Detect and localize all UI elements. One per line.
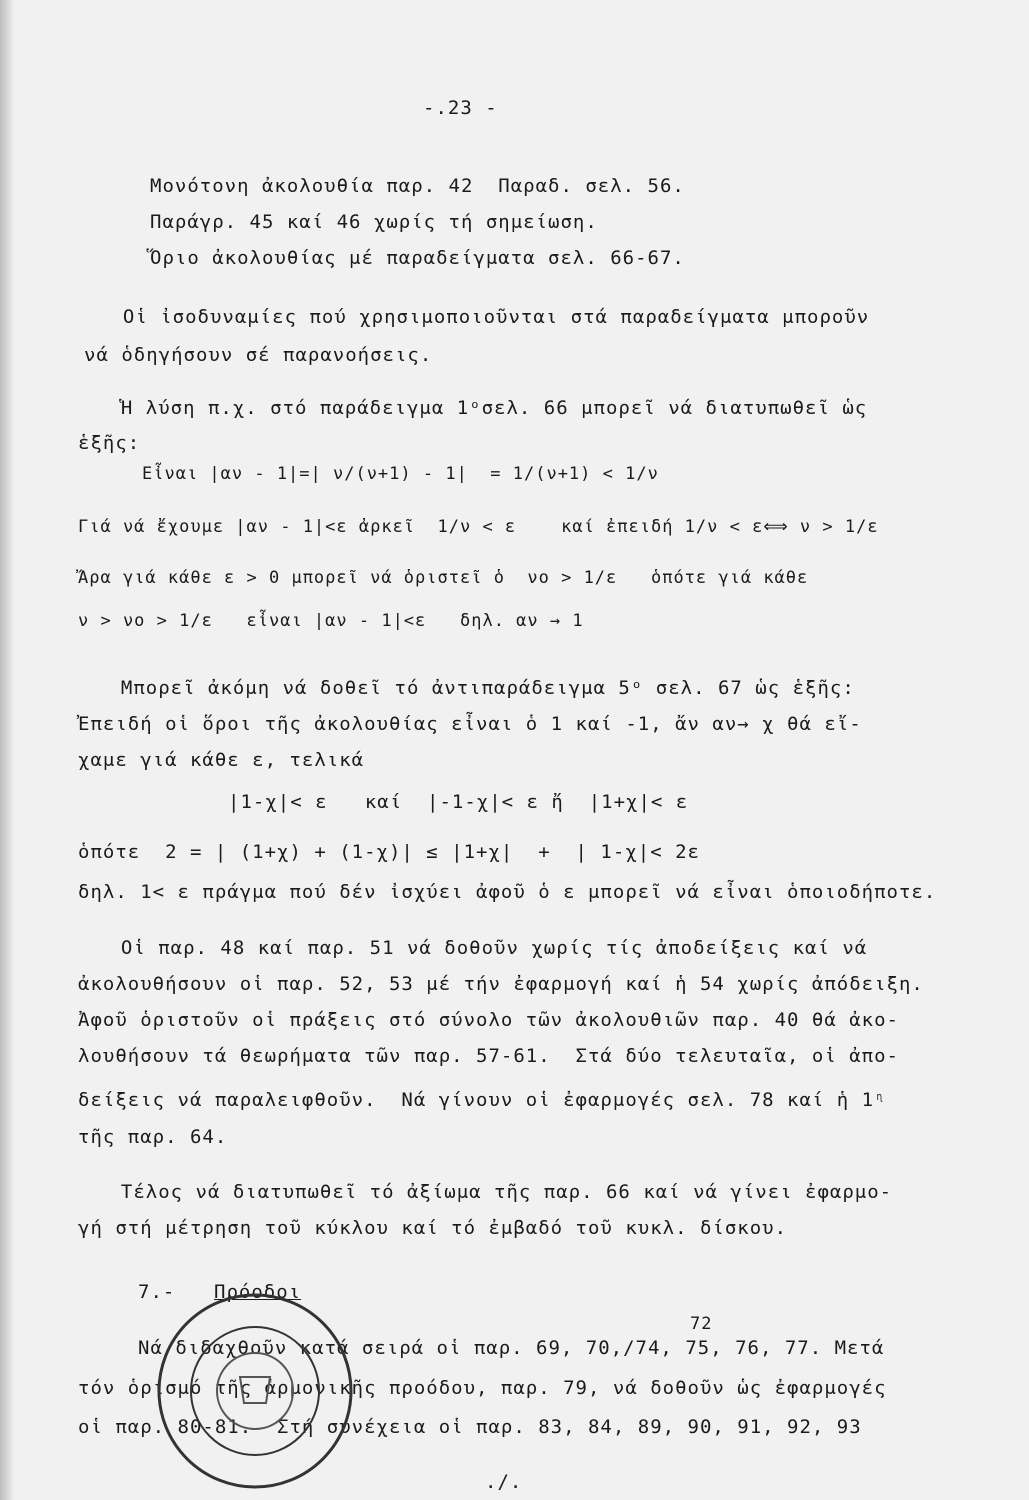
paragraph-2-line-1: Οἱ ἰσοδυναμίες πού χρησιμοποιοῦνται στά παραδείγματα μποροῦν bbox=[98, 306, 870, 328]
paragraph-4-line-3: χαμε γιά κάθε ε, τελικά bbox=[78, 749, 365, 771]
paragraph-5-line-4: λουθήσουν τά θεωρήματα τῶν παρ. 57-61. Στά δύο τελευταῖα, οἱ ἀπο- bbox=[78, 1045, 899, 1067]
paragraph-1-line-1: Μονότονη ἀκολουθία παρ. 42 Παραδ. σελ. 56. bbox=[150, 175, 685, 197]
paragraph-5-line-1: Οἱ παρ. 48 καί παρ. 51 νά δοθοῦν χωρίς τίς ἀποδείξεις καί νά bbox=[96, 937, 868, 959]
page-binding-edge bbox=[0, 0, 14, 1500]
section-7-title: Πρόοδοι bbox=[214, 1281, 302, 1303]
paragraph-2-line-2: νά ὁδηγήσουν σέ παρανοήσεις. bbox=[84, 344, 433, 366]
paragraph-5-line-5: δείξεις νά παραλειφθοῦν. Νά γίνουν οἱ ἐφαρμογές σελ. 78 καί ἡ 1ᶯ bbox=[78, 1089, 887, 1111]
math-line-4: ν > νο > 1/ε εἶναι |αν - 1|<ε δηλ. αν → 1 bbox=[78, 611, 584, 631]
page-header: -.23 - bbox=[423, 97, 498, 119]
paragraph-4-line-2: Ἐπειδή οἱ ὅροι τῆς ἀκολουθίας εἶναι ὁ 1 καί -1, ἄν αν→ χ θά εἴ- bbox=[78, 713, 862, 735]
formula-2: ὁπότε 2 = | (1+χ) + (1-χ)| ≤ |1+χ| + | 1-χ|< 2ε bbox=[78, 841, 700, 863]
paragraph-5-line-3: Ἀφοῦ ὁριστοῦν οἱ πράξεις στό σύνολο τῶν ἀκολουθιῶν παρ. 40 θά ἀκο- bbox=[78, 1009, 899, 1031]
paragraph-3-line-1: Ἡ λύση π.χ. στό παράδειγμα 1ᵒσελ. 66 μπορεῖ νά διατυπωθεῖ ὡς bbox=[96, 397, 868, 419]
section-7-line-1: Νά διδαχθοῦν κατά σειρά οἱ παρ. 69, 70,/74, 75, 76, 77. Μετά bbox=[138, 1337, 885, 1359]
paragraph-1-line-2: Παράγρ. 45 καί 46 χωρίς τή σημείωση. bbox=[150, 211, 598, 233]
section-7-number: 7.- bbox=[138, 1281, 176, 1303]
paragraph-5-line-2: ἀκολουθήσουν οἱ παρ. 52, 53 μέ τήν ἐφαρμογή καί ἡ 54 χωρίς ἀπόδειξη. bbox=[78, 973, 924, 995]
paragraph-6-line-2: γή στή μέτρηση τοῦ κύκλου καί τό ἐμβαδό τοῦ κυκλ. δίσκου. bbox=[78, 1217, 788, 1239]
handwritten-insert-note: 72 bbox=[690, 1314, 713, 1334]
paragraph-6-line-1: Τέλος νά διατυπωθεῖ τό ἀξίωμα τῆς παρ. 66 καί νά γίνει ἐφαρμο- bbox=[96, 1181, 893, 1203]
paragraph-5-line-6: τῆς παρ. 64. bbox=[78, 1126, 228, 1148]
paragraph-3-line-2: ἑξῆς: bbox=[78, 432, 141, 454]
page-footer: ./. bbox=[485, 1471, 523, 1493]
math-line-1: Εἶναι |αν - 1|=| ν/(ν+1) - 1| = 1/(ν+1) < 1/ν bbox=[142, 464, 659, 484]
centered-formula: |1-χ|< ε καί |-1-χ|< ε ἤ |1+χ|< ε bbox=[228, 791, 689, 813]
section-7-line-3: οἱ παρ. 80-81. Στή συνέχεια οἱ παρ. 83, 84, 89, 90, 91, 92, 93 bbox=[78, 1416, 862, 1438]
paragraph-4-line-1: Μπορεῖ ἀκόμη νά δοθεῖ τό ἀντιπαράδειγμα 5ᵒ σελ. 67 ὡς ἑξῆς: bbox=[96, 677, 855, 699]
paragraph-1-line-3: Ὅριο ἀκολουθίας μέ παραδείγματα σελ. 66-67. bbox=[150, 247, 685, 269]
math-line-3: Ἄρα γιά κάθε ε > 0 μπορεῖ νά ὁριστεῖ ὁ νο > 1/ε ὁπότε γιά κάθε bbox=[78, 568, 809, 588]
section-7-line-2: τόν ὁρισμό τῆς ἁρμονικῆς προόδου, παρ. 79, νά δοθοῦν ὡς ἐφαρμογές bbox=[78, 1377, 887, 1399]
math-line-2: Γιά νά ἔχουμε |αν - 1|<ε ἀρκεῖ 1/ν < ε καί ἐπειδή 1/ν < ε⟺ ν > 1/ε bbox=[78, 517, 879, 537]
formula-3: δηλ. 1< ε πράγμα πού δέν ἰσχύει ἀφοῦ ὁ ε μπορεῖ νά εἶναι ὁποιοδήποτε. bbox=[78, 881, 937, 903]
circular-stamp-graphic bbox=[140, 1282, 370, 1500]
